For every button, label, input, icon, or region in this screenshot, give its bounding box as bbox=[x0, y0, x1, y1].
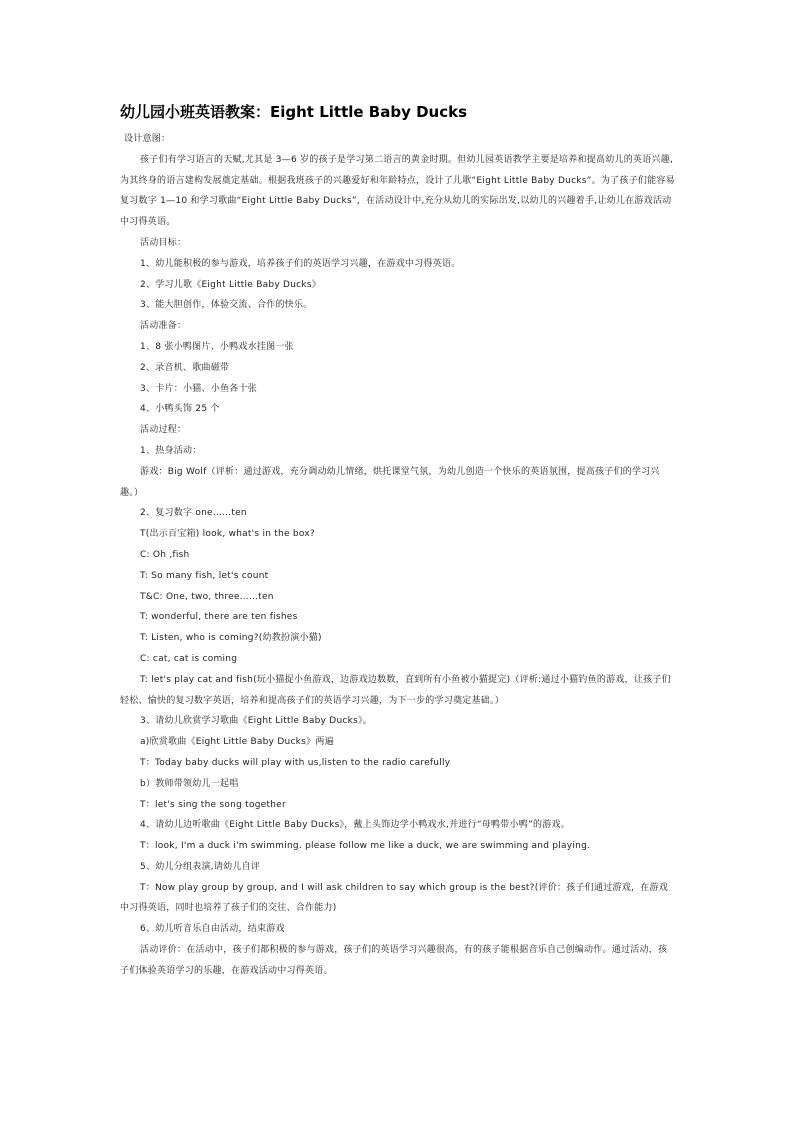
process-line: T：let's sing the song together bbox=[140, 799, 286, 810]
process-line: 6、幼儿听音乐自由活动，结束游戏 bbox=[140, 924, 285, 935]
preparation-heading: 活动准备： bbox=[140, 321, 187, 332]
evaluation-text: 活动评价：在活动中，孩子们都积极的参与游戏，孩子们的英语学习兴趣很高，有的孩子能根据音乐自己创编动作。通过活动，孩子们体验英语学习的乐趣，在游戏活动中习得英语。 bbox=[120, 945, 668, 976]
process-line: T：Now play group by group, and I will ask children to say which group is the best?(评价：孩子们通过游戏，在游戏中习得英语，同时也培养了孩子们的交往、合作能力) bbox=[120, 882, 668, 914]
document-body bbox=[120, 129, 676, 982]
process-line: T: Listen, who is coming?(幼教扮演小猫) bbox=[140, 633, 322, 644]
design-intent-heading: 设计意图： bbox=[124, 134, 171, 144]
preparation-item: 4、小鸭头饰 25 个 bbox=[140, 404, 220, 415]
process-line: T: wonderful, there are ten fishes bbox=[140, 612, 298, 623]
document-title: 幼儿园小班英语教案：Eight Little Baby Ducks bbox=[120, 103, 467, 121]
process-line: T: let's play cat and fish(玩小猫捉小鱼游戏，边游戏边数数，直到所有小鱼被小猫捉完)（评析:通过小猫钓鱼的游戏，让孩子们轻松、愉快的复习数字英语，培养和提高孩子们的英语学习兴趣，为下一步的学习奠定基础。） bbox=[120, 674, 671, 706]
preparation-item: 2、录音机、歌曲磁带 bbox=[140, 362, 230, 373]
process-line: b）教师带领幼儿一起唱 bbox=[140, 778, 239, 789]
process-line: C: cat, cat is coming bbox=[140, 653, 238, 664]
process-line: 2、复习数字 one……ten bbox=[140, 508, 247, 519]
process-line: 游戏：Big Wolf（评析：通过游戏，充分调动幼儿情绪，烘托课堂气氛，为幼儿创造一个快乐的英语氛围，提高孩子们的学习兴趣。） bbox=[120, 466, 660, 498]
goal-item: 2、学习儿歌《Eight Little Baby Ducks》 bbox=[140, 279, 322, 290]
process-line: T：Today baby ducks will play with us,listen to the radio carefully bbox=[140, 757, 451, 768]
process-line: 5、幼儿分组表演,请幼儿自评 bbox=[140, 861, 261, 872]
goals-heading: 活动目标： bbox=[140, 237, 187, 248]
design-intent-text: 孩子们有学习语言的天赋,尤其是 3—6 岁的孩子是学习第二语言的黄金时期。但幼儿园英语教学主要是培养和提高幼儿的英语兴趣,为其终身的语言建构发展奠定基础。根据我班孩子的兴趣爱好和年龄特点，设计了儿歌“Eight Little Baby Ducks”。为了孩子们能容易复习数字 1—10 和学习歌曲“Eight Little Baby Ducks”，在活动设计中,充分从幼儿的实际出发,以幼儿的兴趣着手,让幼儿在游戏活动中习得英语。 bbox=[120, 154, 675, 228]
process-heading: 活动过程： bbox=[140, 425, 187, 436]
process-line: T：look, I'm a duck i'm swimming. please follow me like a duck, we are swimming and playing. bbox=[140, 841, 591, 852]
process-line: C: Oh ,fish bbox=[140, 549, 190, 560]
process-line: 1、热身活动： bbox=[140, 445, 202, 456]
process-line: T(出示百宝箱) look, what's in the box? bbox=[140, 529, 315, 540]
goal-item: 1、幼儿能积极的参与游戏，培养孩子们的英语学习兴趣，在游戏中习得英语。 bbox=[140, 258, 461, 269]
preparation-item: 3、卡片：小猫、小鱼各十张 bbox=[140, 383, 257, 394]
process-line: T&C: One, two, three……ten bbox=[140, 591, 274, 602]
preparation-item: 1、8 张小鸭图片、小鸭戏水挂图一张 bbox=[140, 341, 294, 352]
process-line: 4、请幼儿边听歌曲《Eight Little Baby Ducks》，戴上头饰边学小鸭戏水,并进行“母鸭带小鸭”的游戏。 bbox=[140, 820, 570, 831]
process-line: 3、请幼儿欣赏学习歌曲《Eight Little Baby Ducks》。 bbox=[140, 716, 373, 727]
process-line: a)欣赏歌曲《Eight Little Baby Ducks》两遍 bbox=[140, 737, 334, 748]
process-line: T: So many fish, let's count bbox=[140, 570, 269, 581]
goal-item: 3、能大胆创作，体验交流、合作的快乐。 bbox=[140, 300, 313, 311]
